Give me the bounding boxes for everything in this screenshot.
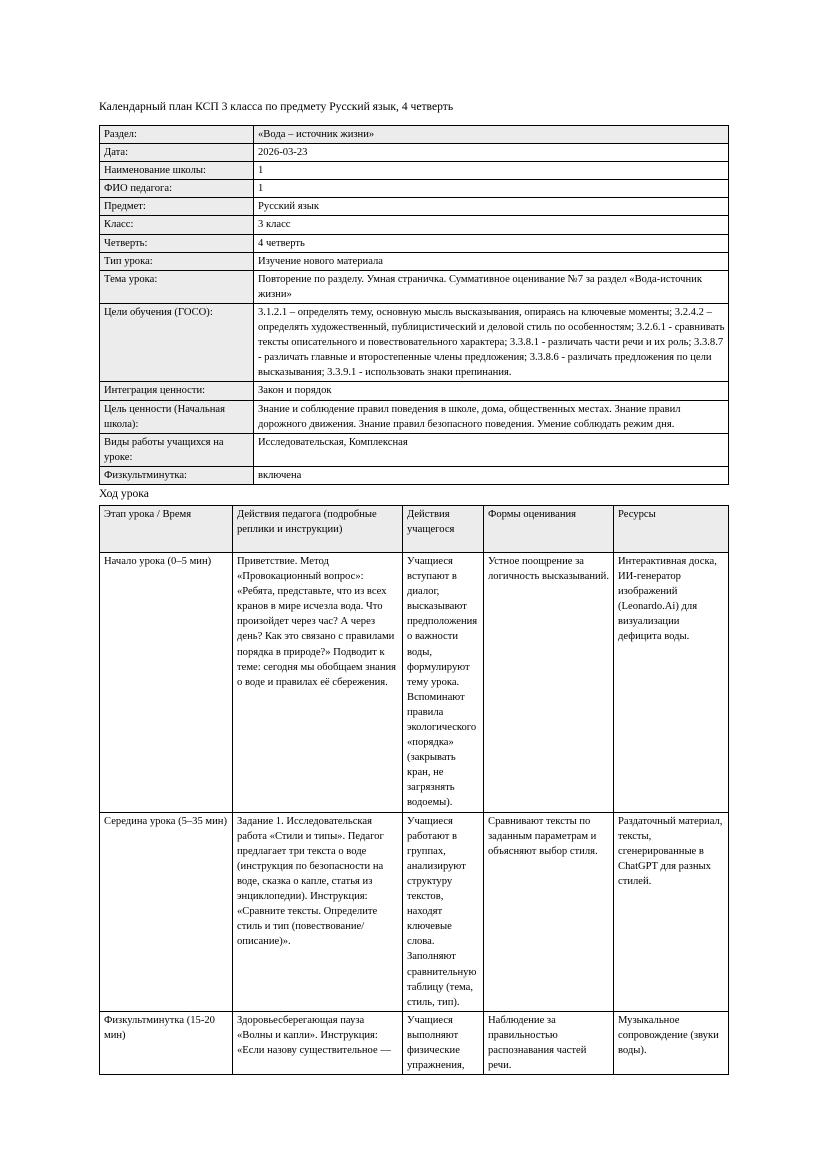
info-value-lesson-type: Изучение нового материала bbox=[254, 252, 729, 270]
table-row bbox=[100, 433, 729, 466]
info-value-school: 1 bbox=[254, 162, 729, 180]
cell-stage-middle: Середина урока (5–35 мин) bbox=[100, 812, 233, 1011]
lesson-flow-body bbox=[100, 552, 729, 1074]
column-header-assessment-forms: Формы оценивания bbox=[484, 505, 614, 552]
table-row bbox=[100, 303, 729, 381]
table-row bbox=[100, 162, 729, 180]
info-label-objectives: Цели обучения (ГОСО): bbox=[100, 303, 254, 381]
info-value-grade: 3 класс bbox=[254, 216, 729, 234]
lesson-flow-heading: Ход урока bbox=[99, 486, 149, 500]
info-label-subject: Предмет: bbox=[100, 198, 254, 216]
table-row bbox=[100, 216, 729, 234]
info-label-physical-break: Физкультминутка: bbox=[100, 466, 254, 484]
cell-assessment-middle: Сравнивают тексты по заданным параметрам и объясняют выбор стиля. bbox=[484, 812, 614, 1011]
table-row bbox=[100, 812, 729, 1011]
column-header-stage: Этап урока / Время bbox=[100, 505, 233, 552]
cell-resources-start: Интерактивная доска, ИИ-генератор изображений (Leonardo.Ai) для визуализации дефицита воды. bbox=[614, 552, 729, 812]
info-value-razdel: «Вода – источник жизни» bbox=[254, 126, 729, 144]
info-value-work-types: Исследовательская, Комплексная bbox=[254, 433, 729, 466]
cell-student-middle: Учащиеся работают в группах, анализируют структуру текстов, находят ключевые слова. Заполняют сравнительную таблицу (тема, стиль, тип). bbox=[403, 812, 484, 1011]
cell-assessment-break: Наблюдение за правильностью распознавания частей речи. bbox=[484, 1011, 614, 1074]
info-label-teacher: ФИО педагога: bbox=[100, 180, 254, 198]
info-label-grade: Класс: bbox=[100, 216, 254, 234]
info-value-subject: Русский язык bbox=[254, 198, 729, 216]
table-header-row bbox=[100, 505, 729, 552]
table-row bbox=[100, 382, 729, 400]
info-value-quarter: 4 четверть bbox=[254, 234, 729, 252]
info-label-value-goal: Цель ценности (Начальная школа): bbox=[100, 400, 254, 433]
info-value-teacher: 1 bbox=[254, 180, 729, 198]
column-header-student-actions: Действия учащегося bbox=[403, 505, 484, 552]
table-row bbox=[100, 1011, 729, 1074]
cell-resources-break: Музыкальное сопровождение (звуки воды). bbox=[614, 1011, 729, 1074]
cell-assessment-start: Устное поощрение за логичность высказываний. bbox=[484, 552, 614, 812]
info-label-data: Дата: bbox=[100, 144, 254, 162]
table-row bbox=[100, 252, 729, 270]
table-row bbox=[100, 466, 729, 484]
info-value-value-integration: Закон и порядок bbox=[254, 382, 729, 400]
page-title: Календарный план КСП 3 класса по предмету Русский язык, 4 четверть bbox=[99, 100, 454, 113]
info-value-objectives: 3.1.2.1 – определять тему, основную мысль высказывания, опираясь на ключевые моменты; 3.2.4.2 – определять художественный, публицистический и деловой стиль по особенностям; 3.2.6.1 - сравнивать тексты описательного и повествовательного характера; 3.3.8.1 - различать части речи и их роль; 3.3.8.7 - различать главные и второстепенные члены предложения; 3.3.8.6 - различать предложения по цели высказывания; 3.3.9.1 - использовать знаки препинания. bbox=[254, 303, 729, 381]
cell-teacher-start: Приветствие. Метод «Провокационный вопрос»: «Ребята, представьте, что из всех кранов в мире исчезла вода. Что произойдет через час? А через день? Как это связано с правилами порядка в природе?» Подводит к теме: сегодня мы обобщаем знания о воде и правилах её сбережения. bbox=[233, 552, 403, 812]
table-row bbox=[100, 180, 729, 198]
cell-student-start: Учащиеся вступают в диалог, высказывают предположения о важности воды, формулируют тему урока. Вспоминают правила экологического «порядка» (закрывать кран, не загрязнять водоемы). bbox=[403, 552, 484, 812]
info-value-physical-break: включена bbox=[254, 466, 729, 484]
lesson-info-body bbox=[100, 126, 729, 485]
lesson-flow-header bbox=[100, 505, 729, 552]
table-row bbox=[100, 198, 729, 216]
info-label-value-integration: Интеграция ценности: bbox=[100, 382, 254, 400]
table-row bbox=[100, 144, 729, 162]
table-row bbox=[100, 552, 729, 812]
info-value-lesson-topic: Повторение по разделу. Умная страничка. Суммативное оценивание №7 за раздел «Вода-источник жизни» bbox=[254, 270, 729, 303]
table-row bbox=[100, 400, 729, 433]
cell-stage-break: Физкультминутка (15-20 мин) bbox=[100, 1011, 233, 1074]
info-label-work-types: Виды работы учащихся на уроке: bbox=[100, 433, 254, 466]
document-content bbox=[99, 100, 728, 1075]
info-value-data: 2026-03-23 bbox=[254, 144, 729, 162]
cell-resources-middle: Раздаточный материал, тексты, сгенерированные в ChatGPT для разных стилей. bbox=[614, 812, 729, 1011]
table-row bbox=[100, 234, 729, 252]
info-label-quarter: Четверть: bbox=[100, 234, 254, 252]
info-label-school: Наименование школы: bbox=[100, 162, 254, 180]
cell-teacher-break: Здоровьесберегающая пауза «Волны и капли». Инструкция: «Если назову существительное — bbox=[233, 1011, 403, 1074]
info-label-razdel: Раздел: bbox=[100, 126, 254, 144]
lesson-flow-table bbox=[99, 505, 729, 1075]
table-row bbox=[100, 270, 729, 303]
cell-stage-start: Начало урока (0–5 мин) bbox=[100, 552, 233, 812]
table-row bbox=[100, 126, 729, 144]
cell-student-break: Учащиеся выполняют физические упражнения, bbox=[403, 1011, 484, 1074]
column-header-resources: Ресурсы bbox=[614, 505, 729, 552]
info-label-lesson-type: Тип урока: bbox=[100, 252, 254, 270]
info-label-lesson-topic: Тема урока: bbox=[100, 270, 254, 303]
column-header-teacher-actions: Действия педагога (подробные реплики и инструкции) bbox=[233, 505, 403, 552]
lesson-info-table bbox=[99, 125, 729, 485]
info-value-value-goal: Знание и соблюдение правил поведения в школе, дома, общественных местах. Знание правил дорожного движения. Знание правил безопасного поведения. Умение соблюдать режим дня. bbox=[254, 400, 729, 433]
cell-teacher-middle: Задание 1. Исследовательская работа «Стили и типы». Педагог предлагает три текста о воде (инструкция по безопасности на воде, сказка о капле, статья из энциклопедии). Инструкция: «Сравните тексты. Определите стиль и тип (повествование/описание)». bbox=[233, 812, 403, 1011]
